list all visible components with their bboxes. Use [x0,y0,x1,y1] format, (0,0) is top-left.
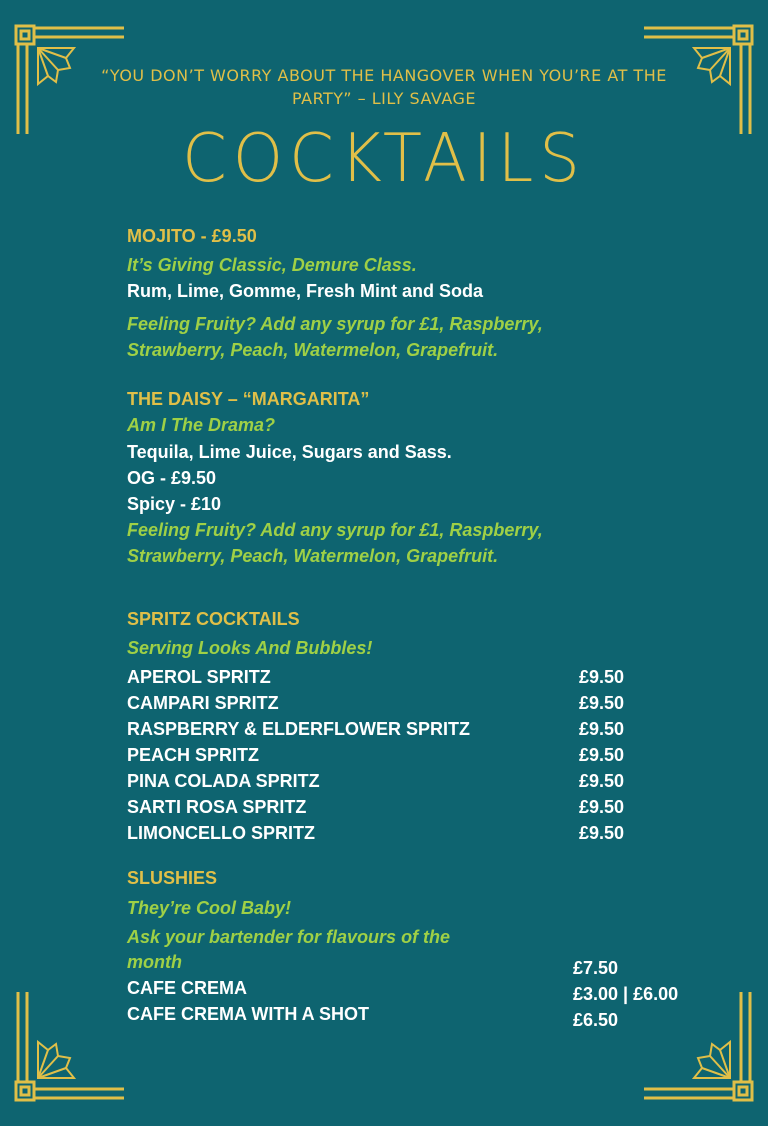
spritz-item-price: £9.50 [579,823,625,843]
spritz-item-price: £9.50 [579,719,625,739]
daisy-ingredients: Tequila, Lime Juice, Sugars and Sass. [127,442,452,462]
spritz-item-name: PINA COLADA SPRITZ [127,771,320,791]
daisy-heading: THE DAISY – “MARGARITA” [127,389,370,409]
spritz-item-name: PEACH SPRITZ [127,745,260,765]
coffee-item-price: £6.50 [573,1010,619,1030]
spritz-item-name: CAMPARI SPRITZ [127,693,279,713]
daisy-tagline: Am I The Drama? [127,415,276,435]
header-quote: “YOU DON’T WORRY ABOUT THE HANGOVER WHEN YOU’RE AT THE PARTY” – LILY SAVAGE [101,66,667,108]
art-deco-corner-ornament-icon [644,992,754,1102]
daisy-fruity-line-2: Strawberry, Peach, Watermelon, Grapefruit. [127,546,499,566]
daisy-og-price: OG - £9.50 [127,468,217,488]
spritz-item-name: SARTI ROSA SPRITZ [127,797,307,817]
mojito-fruity-line-1: Feeling Fruity? Add any syrup for £1, Raspberry, [127,314,543,334]
mojito-ingredients: Rum, Lime, Gomme, Fresh Mint and Soda [127,281,484,301]
slushies-ask-line-1: Ask your bartender for flavours of the [127,927,451,947]
coffee-item-name: CAFE CREMA [127,978,247,998]
art-deco-corner-ornament-icon [14,992,124,1102]
coffee-item-name: CAFE CREMA WITH A SHOT [127,1004,369,1024]
spritz-item-price: £9.50 [579,667,625,687]
slushies-tagline: They’re Cool Baby! [127,898,292,918]
mojito-heading: MOJITO - £9.50 [127,226,257,246]
spritz-heading: SPRITZ COCKTAILS [127,609,300,629]
spritz-item-price: £9.50 [579,745,625,765]
slushies-heading: SLUSHIES [127,868,218,888]
mojito-tagline: It’s Giving Classic, Demure Class. [127,255,417,275]
mojito-fruity-line-2: Strawberry, Peach, Watermelon, Grapefruit. [127,340,499,360]
spritz-item-price: £9.50 [579,771,625,791]
daisy-spicy-price: Spicy - £10 [127,494,222,514]
spritz-item-price: £9.50 [579,693,625,713]
slushies-price: £7.50 [573,958,619,978]
slushies-ask-line-2: month [127,952,182,972]
spritz-item-price: £9.50 [579,797,625,817]
daisy-fruity-line-1: Feeling Fruity? Add any syrup for £1, Raspberry, [127,520,543,540]
spritz-item-name: LIMONCELLO SPRITZ [127,823,315,843]
spritz-item-name: APEROL SPRITZ [127,667,271,687]
coffee-item-price: £3.00 | £6.00 [573,984,679,1004]
spritz-item-name: RASPBERRY & ELDERFLOWER SPRITZ [127,719,471,739]
page-title: COCKTAILS [182,120,586,198]
spritz-tagline: Serving Looks And Bubbles! [127,638,373,658]
